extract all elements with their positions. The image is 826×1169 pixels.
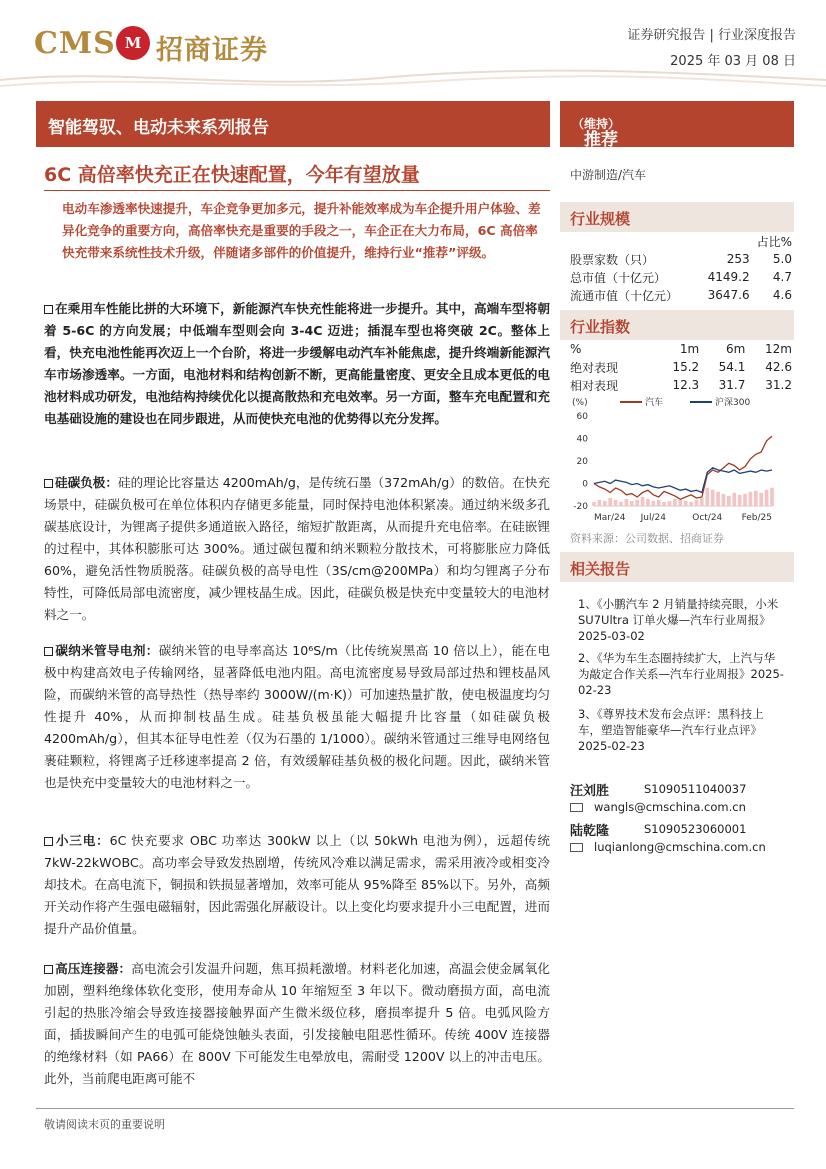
y-axis-label: (%) (572, 398, 588, 408)
table-row (570, 358, 792, 376)
paragraph-small-three-electric (44, 830, 550, 940)
analyst-name: 陆乾隆 (570, 824, 610, 839)
table-row (570, 250, 792, 268)
volume-bar (732, 493, 736, 506)
row-value: 12.3 (672, 378, 700, 392)
analyst-code: S1090523060001 (644, 822, 747, 836)
paragraph-text: 碳纳米管的电导率高达 10⁶S/m（比传统炭黑高 10 倍以上），能在电极中构建高效电子传输网络，显著降低电池内阻。高电流密度易导致局部过热和锂枝晶风险，而碳纳米管的高导热性（热导率约 3000W/(m·K)）可加速热量扩散，使电极温度均匀性提升 40%，从而抑制枝晶生成。硅基负极虽能大幅提升比容量（如硅碳负极 4200mAh/g），但其本征导电性差（仅为石墨的 1/1000）。碳纳米管通过三维导电网络包裹硅颗粒，将锂离子迁移速率提高 2 倍，有效缓解硅基负极的极化问题。因此，碳纳米管也是快充中变量较大的电池材料之一。 (44, 643, 551, 790)
volume-bar (770, 488, 774, 506)
volume-bar (646, 499, 650, 506)
row-label: 总市值（十亿元） (570, 270, 667, 285)
legend-label: 沪深300 (715, 398, 751, 408)
email-icon (570, 843, 583, 852)
y-tick-label: 40 (576, 434, 588, 445)
volume-bar (722, 494, 726, 506)
volume-bar (749, 492, 753, 506)
row-label: 流通市值（十亿元） (570, 288, 679, 303)
row-label: 相对表现 (570, 378, 619, 393)
volume-bar (689, 502, 693, 506)
rating-note: （维持） (572, 117, 621, 131)
related-header (560, 552, 794, 582)
index-col-header: % (570, 342, 582, 356)
bullet-square-icon (44, 965, 53, 974)
bullet-square-icon (44, 647, 53, 656)
row-pct: 5.0 (772, 252, 792, 266)
paragraph-silicon-carbon (44, 472, 550, 626)
rating-bar (560, 101, 794, 150)
volume-bar (608, 498, 612, 506)
rating-label (572, 113, 621, 150)
paragraph-text: 高电流会引发温升问题，焦耳损耗激增。材料老化加速，高温会使金属氧化加剧，塑料绝缘体软化变形，使用寿命从 10 年缩短至 3 年以下。微动磨损方面，高电流引起的热胀冷缩会导致连接器接触界面产生微米级位移，磨损率提升 5 倍。电弧风险方面，插拔瞬间产生的电弧可能烧蚀触头表面，引发接触电阻恶性循环。传统 400V 连接器的绝缘材料（如 PA66）在 800V 下可能发生电晕放电，需耐受 1200V 以上的冲击电压。此外，当前爬电距离可能不 (44, 961, 551, 1086)
scale-title: 行业规模 (570, 210, 631, 228)
index-chart (568, 396, 790, 526)
row-value: 253 (726, 252, 750, 266)
logo-cms-text: CMS (34, 26, 116, 61)
volume-bar (678, 500, 682, 506)
headline: 6C 高倍率快充正在快速配置，今年有望放量 (44, 164, 420, 186)
row-value: 31.2 (765, 378, 792, 392)
index-header (560, 310, 794, 340)
volume-bar (738, 495, 742, 506)
legend-label: 汽车 (645, 398, 664, 408)
volume-bar (630, 501, 634, 506)
y-tick-label: 20 (576, 457, 588, 467)
volume-bar (695, 500, 699, 506)
bullet-square-icon (44, 479, 53, 488)
volume-bar (662, 502, 666, 506)
volume-bar (625, 499, 629, 506)
volume-bar (754, 491, 758, 506)
row-pct: 4.6 (772, 288, 792, 302)
volume-bar (700, 498, 704, 506)
volume-bar (635, 500, 639, 506)
index-title: 行业指数 (570, 318, 631, 336)
volume-bar (657, 500, 661, 506)
paragraph-bold: 小三电： (55, 833, 110, 848)
volume-bar (765, 490, 769, 506)
x-tick-label: Oct/24 (692, 513, 723, 523)
bullet-square-icon (44, 837, 53, 846)
volume-bar (641, 497, 645, 506)
paragraph-bold: 硅碳负极： (55, 475, 118, 490)
bullet-square-icon (44, 305, 53, 314)
row-value: 15.2 (672, 360, 700, 374)
row-label: 股票家数（只） (570, 252, 655, 267)
row-value: 42.6 (765, 360, 792, 374)
scale-table (570, 232, 792, 304)
row-value: 4149.2 (707, 270, 750, 284)
index-col-header: 6m (726, 342, 746, 356)
volume-bar (598, 500, 602, 506)
paragraph-text: 6C 快充要求 OBC 功率达 300kW 以上（以 50kWh 电池为例），远超传统 7kW-22kWOBC。高功率会导致发热剧增，传统风冷难以满足需求，需采用液冷或相变冷却技术。在高电流下，铜损和铁损显著增加，效率可能从 95%降至 85%以下。另外，高频开关动作将产生强电磁辐射，因此需强化屏蔽设计。以上变化均要求提升小三电配置，进而提升产品价值量。 (44, 833, 550, 936)
x-tick-label: Jul/24 (640, 513, 667, 523)
scale-header (560, 202, 794, 232)
summary: 电动车渗透率快速提升，车企竞争更加多元，提升补能效率成为车企提升用户体验、差异化竞争的重要方向，高倍率快充是重要的手段之一，车企正在大力布局，6C 高倍率快充带来系统性技术升级，伴随诸多部件的价值提升，维持行业“推荐”评级。 (62, 201, 541, 260)
paragraph-overview (44, 298, 550, 430)
paragraph-bold: 在乘用车性能比拼的大环境下，新能源汽车快充性能将进一步提升。其中，高端车型将朝着 5-6C 的方向发展；中低端车型则会向 3-4C 迈进；插混车型也将突破 2C。整体上看，快充电池性能再次迈上一个台阶，将进一步缓解电动汽车补能焦虑，提升终端新能源汽车市场渗透率。一方面，电池材料和结构创新不断，更高能量密度、更安全且成本更低的电池材料成功研发，电池结构持续优化以提高散热和充电效率。另一方面，整车充电配置和充电基础设施的建设也在同步跟进，从而使快充电池的优势得以充分发挥。 (44, 301, 550, 426)
footer-note: 敬请阅读末页的重要说明 (44, 1118, 165, 1131)
logo-badge-icon: M (116, 26, 150, 60)
table-row (570, 268, 792, 286)
related-report-item[interactable]: 3、《尊界技术发布会点评：黑科技上车，塑造智能豪华—汽车行业点评》2025-02-23 (578, 707, 764, 753)
table-row (570, 286, 792, 304)
series-title: 智能驾驭、电动未来系列报告 (48, 118, 269, 138)
series-line (594, 468, 772, 493)
analyst-email[interactable]: wangls@cmschina.com.cn (594, 800, 746, 814)
paragraph-carbon-nanotube (44, 640, 550, 794)
paragraph-bold: 高压连接器： (55, 961, 132, 976)
y-tick-label: 60 (576, 412, 588, 422)
volume-bar (603, 501, 607, 506)
related-report-item[interactable]: 1、《小鹏汽车 2 月销量持续亮眼，小米 SU7Ultra 订单火爆—汽车行业周报》2025-03-02 (578, 597, 779, 643)
volume-bar (619, 502, 623, 506)
volume-bar (727, 496, 731, 506)
header-wave-decoration (0, 66, 826, 92)
volume-bar (743, 494, 747, 506)
footer-divider (36, 1108, 794, 1109)
volume-bar (711, 490, 715, 506)
company-logo (34, 22, 284, 66)
index-table (570, 340, 792, 394)
row-pct: 4.7 (772, 270, 792, 284)
analyst-name: 汪刘胜 (570, 784, 610, 799)
email-icon (570, 803, 583, 812)
headline-divider (44, 190, 550, 191)
x-tick-label: Mar/24 (594, 513, 626, 523)
index-col-header: 1m (679, 342, 700, 356)
volume-bar (592, 502, 596, 506)
volume-bar (684, 501, 688, 506)
industry-label: 中游制造/汽车 (570, 168, 647, 182)
y-tick-label: -20 (573, 502, 588, 512)
row-value: 54.1 (718, 360, 746, 374)
volume-bar (673, 499, 677, 506)
analyst-email[interactable]: luqianlong@cmschina.com.cn (594, 840, 766, 854)
report-date: 2025 年 03 月 08 日 (670, 54, 796, 69)
volume-bar (759, 493, 763, 506)
index-col-header: 12m (765, 342, 792, 356)
chart-source: 资料来源：公司数据、招商证券 (570, 532, 724, 545)
report-type: 证券研究报告 | 行业深度报告 (627, 28, 796, 43)
series-title-bar (36, 101, 550, 147)
table-row (570, 376, 792, 394)
volume-bar (668, 501, 672, 506)
paragraph-bold: 碳纳米管导电剂： (55, 643, 159, 658)
rating-value: 推荐 (584, 130, 618, 150)
volume-bar (614, 500, 618, 506)
row-value: 31.7 (718, 378, 746, 392)
analyst-code: S1090511040037 (644, 782, 747, 796)
row-value: 3647.6 (707, 288, 750, 302)
related-title: 相关报告 (570, 560, 631, 578)
row-label: 绝对表现 (570, 360, 619, 375)
volume-bar (652, 501, 656, 506)
paragraph-text: 硅的理论比容量达 4200mAh/g，是传统石墨（372mAh/g）的数倍。在快充场景中，硅碳负极可在单位体积内存储更多能量，同时保持电池体积紧凑。通过纳米级多孔碳基底设计，为锂离子提供多通道嵌入路径，缩短扩散距离，从而提升充电倍率。在硅嵌锂的过程中，其体积膨胀可达 300%。通过碳包覆和纳米颗粒分散技术，可将膨胀应力降低 60%，避免活性物质脱落。硅碳负极的高导电性（3S/cm@200MPa）和均匀锂离子分布特性，可降低局部电流密度，减少锂枝晶生成。因此，硅碳负极是快充中变量较大的电池材料之一。 (44, 475, 550, 622)
scale-col-header: 占比% (756, 234, 792, 249)
volume-bar (705, 488, 709, 506)
x-tick-label: Feb/25 (741, 513, 772, 523)
related-report-item[interactable]: 2、《华为车生态圈持续扩大，上汽与华为敲定合作关系—汽车行业周报》2025-02-23 (578, 651, 784, 697)
volume-bar (716, 492, 720, 506)
logo-cn-text: 招商证券 (156, 35, 268, 66)
y-tick-label: 0 (582, 479, 588, 490)
paragraph-hv-connector (44, 958, 550, 1090)
